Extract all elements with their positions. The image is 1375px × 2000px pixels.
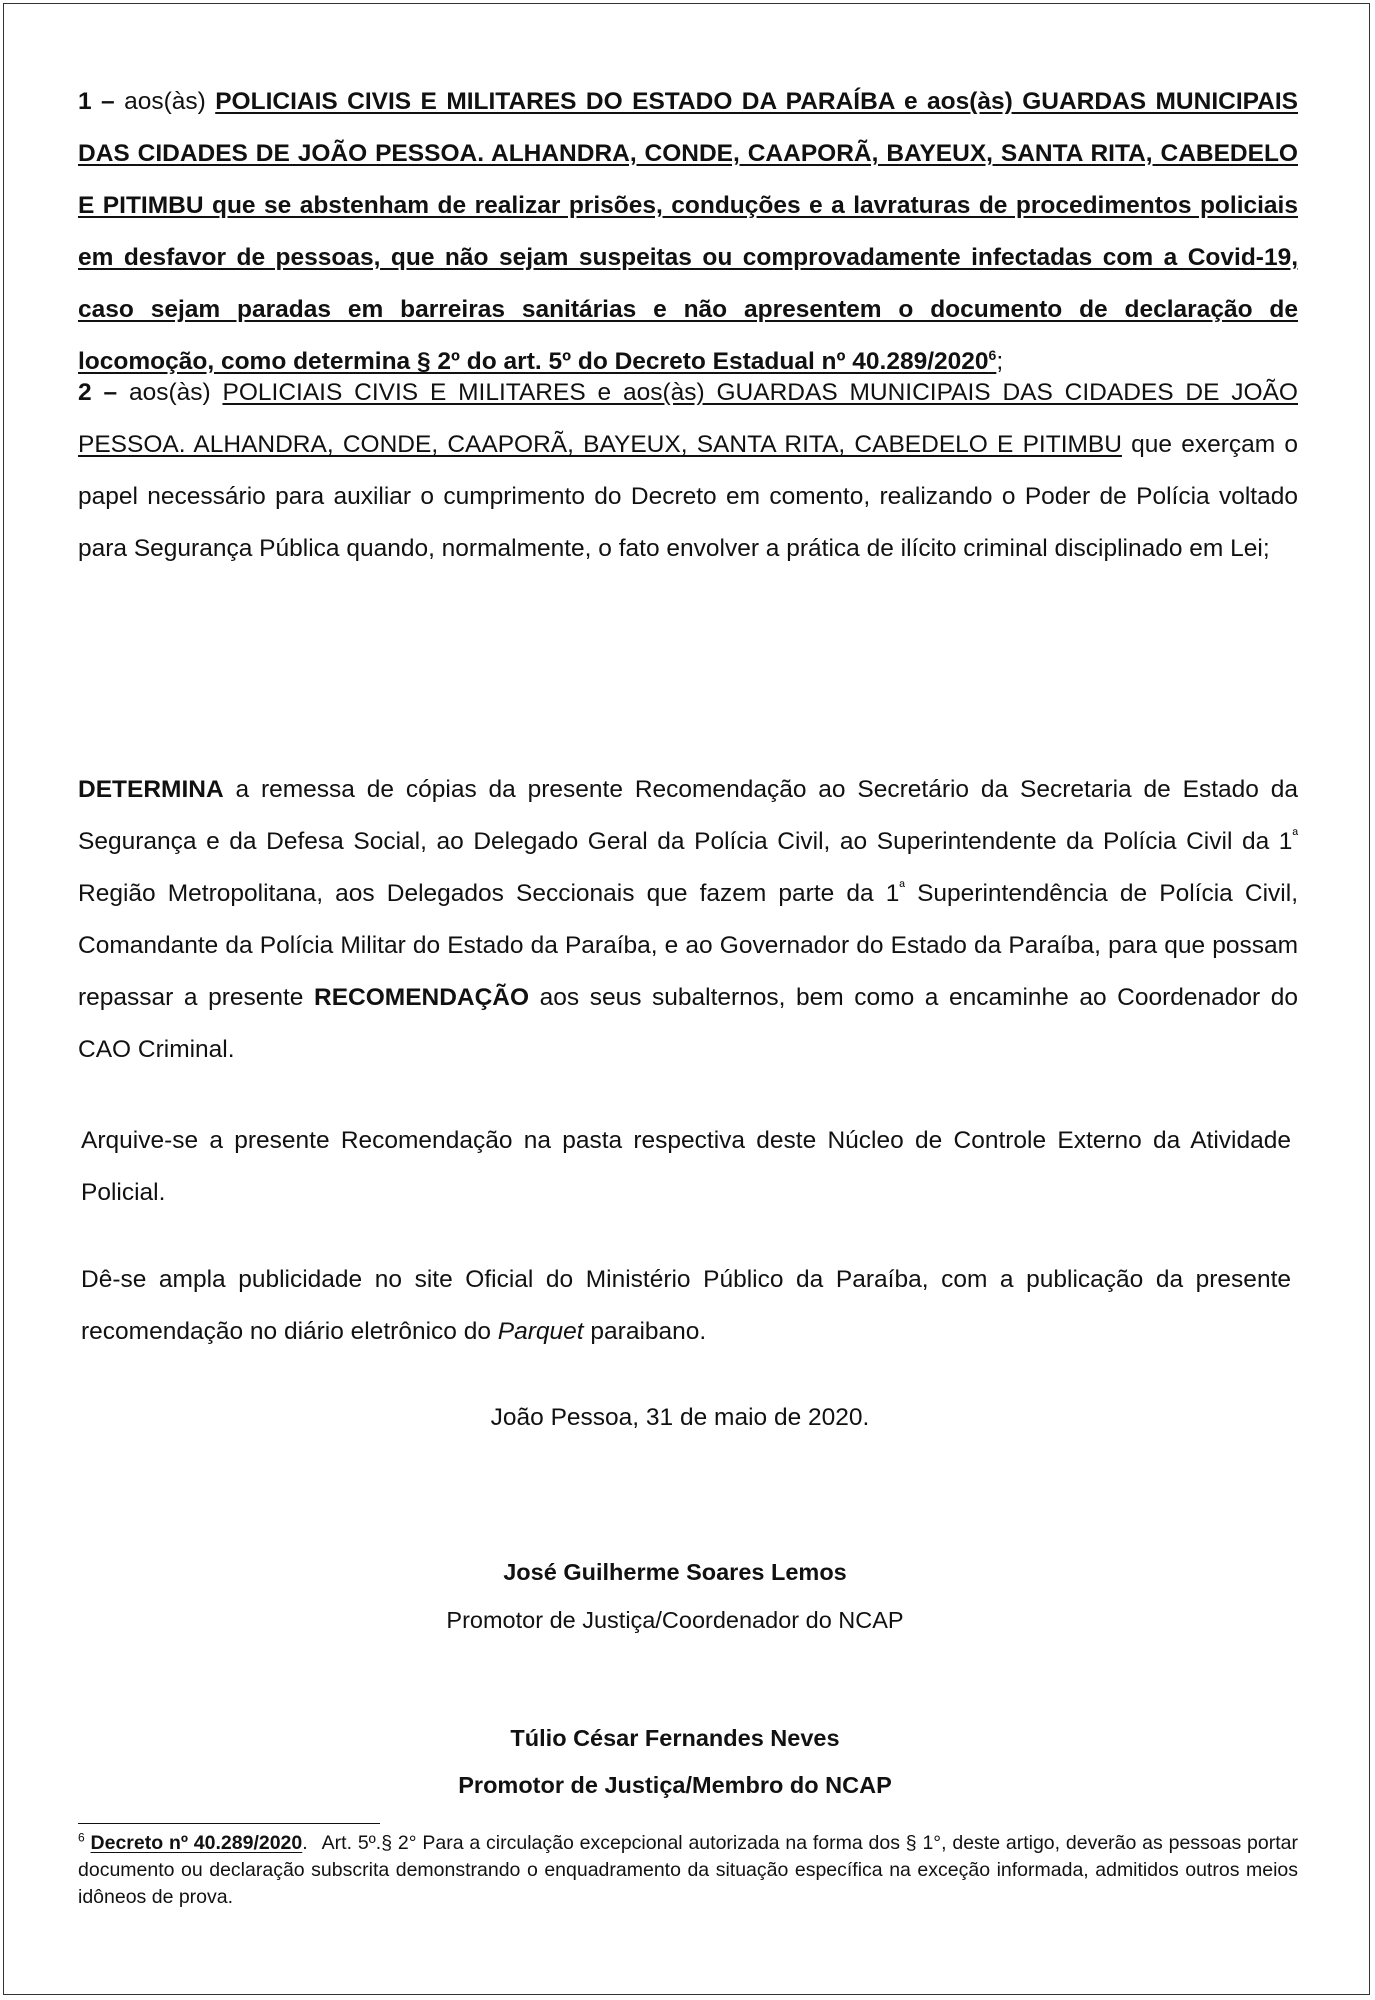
footnote-6: $^6$ Decreto nº 40.289/2020. Art. 5º.§ 2° Para a circulação excepcional autorizada na forma dos § 1°, deste artigo, deverão as pessoas portar documento ou declaração subscrita demonstrando o enquadramento da situação específica na exceção informada, admitidos outros meios idôneos de prova. (78, 1830, 1298, 1908)
signatory-1-name: José Guilherme Soares Lemos (503, 1559, 847, 1585)
signatory-2-name: Túlio César Fernandes Neves (510, 1725, 840, 1751)
publicidade-text-1: Dê-se ampla publicidade no site Oficial do Ministério Público da Paraíba, com a publicação da presente recomendação no diário eletrônico do (81, 1266, 1291, 1345)
recomendacao-keyword: RECOMENDAÇÃO (314, 984, 530, 1011)
footnote-text: Art. 5º.§ 2° Para a circulação excepcional autorizada na forma dos § 1°, deste artigo, deverão as pessoas portar documento ou declaração subscrita demonstrando o enquadramento da situação específica na exceção informada, admitidos outros meios idôneos de prova. (78, 1832, 1298, 1908)
ordinal-1: ª (1292, 826, 1298, 844)
signatory-1-role: Promotor de Justiça/Coordenador do NCAP (446, 1607, 904, 1633)
determina-text-2: Região Metropolitana, aos Delegados Seccionais que fazem parte da 1 (78, 880, 900, 907)
determina-paragraph (78, 764, 1298, 1076)
determina-keyword: DETERMINA (78, 776, 224, 803)
item-1-tail: ; (996, 348, 1004, 375)
footnote-separator (78, 1823, 380, 1824)
item-2-number: 2 – (78, 379, 118, 406)
item-2-entities: POLICIAIS CIVIS E MILITARES e aos(às) GUARDAS MUNICIPAIS DAS CIDADES DE JOÃO PESSOA. ALHANDRA, CONDE, CAAPORÃ, BAYEUX, SANTA RITA, CABEDELO E PITIMBU (78, 379, 1298, 458)
footnote-ref-6: 6 (988, 346, 997, 363)
publicidade-paragraph (81, 1254, 1291, 1358)
footnote-number: 6 (78, 1830, 85, 1845)
parquet-term: Parquet (497, 1318, 584, 1345)
recommendation-item-1 (78, 76, 1298, 388)
publicidade-text-2: paraibano. (590, 1318, 707, 1345)
signatory-2-role: Promotor de Justiça/Membro do NCAP (458, 1772, 892, 1798)
footnote-decree-ref: Decreto nº 40.289/2020 (90, 1832, 303, 1854)
item-2-text: que exerçam o papel necessário para auxiliar o cumprimento do Decreto em comento, realizando o Poder de Polícia voltado para Segurança Pública quando, normalmente, o fato envolver a prática de ilícito criminal disciplinado em Lei; (78, 431, 1298, 562)
ordinal-2: ª (899, 878, 905, 896)
determina-text-1: a remessa de cópias da presente Recomendação ao Secretário da Secretaria de Estado da Segurança e da Defesa Social, ao Delegado Geral da Polícia Civil, ao Superintendente da Polícia Civil da 1 (78, 776, 1298, 855)
item-1-number: 1 – (78, 88, 115, 115)
item-1-body: POLICIAIS CIVIS E MILITARES DO ESTADO DA PARAÍBA e aos(às) GUARDAS MUNICIPAIS DAS CIDADES DE JOÃO PESSOA. ALHANDRA, CONDE, CAAPORÃ, BAYEUX, SANTA RITA, CABEDELO E PITIMBU que se abstenham de realizar prisões, conduções e a lavraturas de procedimentos policiais em desfavor de pessoas, que não sejam suspeitas ou comprovadamente infectadas com a Covid-19, caso sejam paradas em barreiras sanitárias e não apresentem o documento de declaração de locomoção, como determina § 2º do art. 5º do Decreto Estadual nº 40.289/2020$^6$ (78, 88, 1298, 375)
item-2-lead: aos(às) (128, 379, 211, 406)
recommendation-item-2 (78, 367, 1298, 575)
arquive-paragraph: Arquive-se a presente Recomendação na pasta respectiva deste Núcleo de Controle Externo da Atividade Policial. (81, 1127, 1291, 1206)
date-line: João Pessoa, 31 de maio de 2020. (490, 1404, 870, 1431)
determina-text-4: aos seus subalternos, bem como a encaminhe ao Coordenador do CAO Criminal. (78, 984, 1299, 1063)
item-1-lead: aos(às) (124, 88, 206, 115)
determina-text-3: Superintendência de Polícia Civil, Comandante da Polícia Militar do Estado da Paraíba, e ao Governador do Estado da Paraíba, para que possam repassar a presente (78, 880, 1298, 1011)
